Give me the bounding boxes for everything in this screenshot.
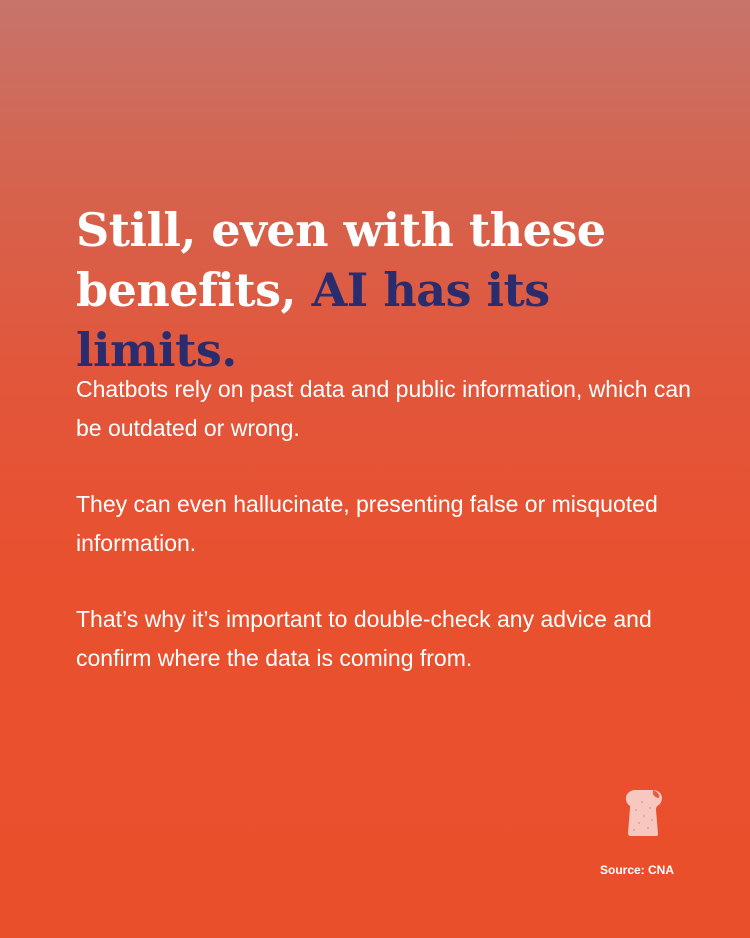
headline-accent: AI has its limits. bbox=[76, 263, 550, 377]
headline-text: Still, even with these benefits, bbox=[76, 203, 606, 317]
paragraph-2: They can even hallucinate, presenting false or misquoted information. bbox=[76, 491, 658, 556]
headline bbox=[76, 200, 716, 380]
paragraph-1: Chatbots rely on past data and public information, which can be outdated or wrong. bbox=[76, 376, 691, 441]
paragraph-3: That’s why it’s important to double-check any advice and confirm where the data is coming from. bbox=[76, 606, 652, 671]
body-text bbox=[76, 370, 696, 715]
toast-icon bbox=[622, 788, 666, 838]
source-credit: Source: CNA bbox=[599, 863, 674, 877]
